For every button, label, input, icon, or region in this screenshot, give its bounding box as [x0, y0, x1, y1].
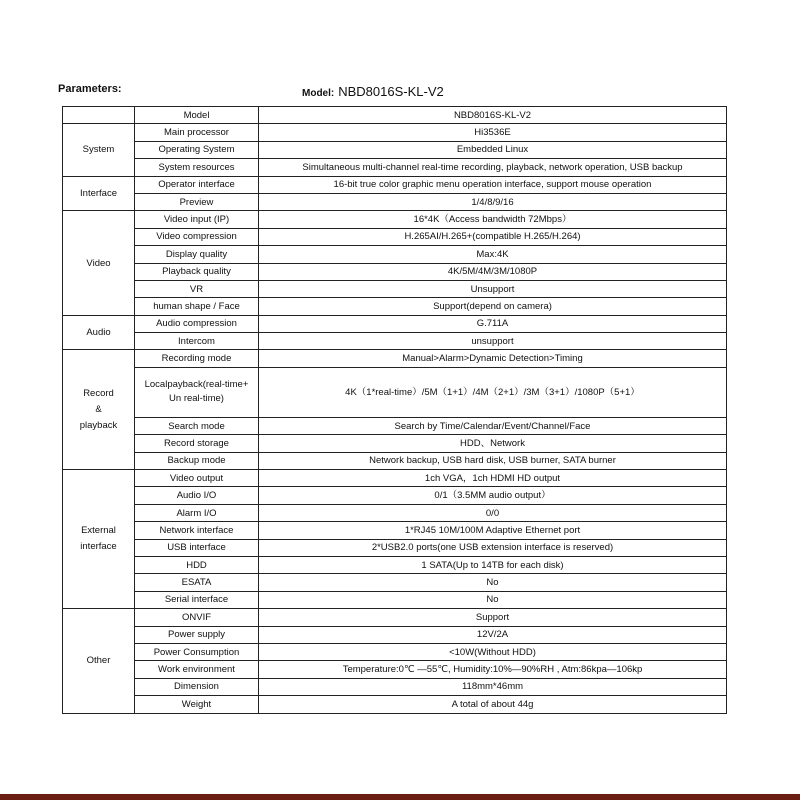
spec-value-cell: No	[259, 591, 727, 608]
spec-row	[63, 298, 727, 315]
spec-param-cell: Backup mode	[135, 452, 259, 469]
spec-value-cell: Support(depend on camera)	[259, 298, 727, 315]
spec-row	[63, 246, 727, 263]
spec-param-cell: USB interface	[135, 539, 259, 556]
model-heading-label: Model:	[302, 88, 335, 99]
spec-param-cell: Dimension	[135, 678, 259, 695]
spec-group-cell: Video	[63, 211, 135, 315]
spec-param-cell: Video compression	[135, 228, 259, 245]
spec-param-cell: Work environment	[135, 661, 259, 678]
spec-value-cell: 12V/2A	[259, 626, 727, 643]
spec-param-cell: Recording mode	[135, 350, 259, 367]
spec-group-cell-empty	[63, 107, 135, 124]
spec-row	[63, 609, 727, 626]
spec-param-cell: Display quality	[135, 246, 259, 263]
model-heading-value: NBD8016S-KL-V2	[338, 84, 444, 99]
spec-value-cell: Simultaneous multi-channel real-time recording, playback, network operation, USB backup	[259, 159, 727, 176]
spec-row	[63, 574, 727, 591]
bottom-rule	[0, 794, 800, 800]
spec-row	[63, 211, 727, 228]
spec-param-cell: Model	[135, 107, 259, 124]
spec-row	[63, 452, 727, 469]
spec-value-cell: 1/4/8/9/16	[259, 193, 727, 210]
spec-param-cell: HDD	[135, 556, 259, 573]
spec-param-cell: Power Consumption	[135, 643, 259, 660]
spec-row	[63, 661, 727, 678]
spec-value-cell: H.265AI/H.265+(compatible H.265/H.264)	[259, 228, 727, 245]
spec-param-cell: Video output	[135, 470, 259, 487]
spec-value-cell: 4K（1*real-time）/5M（1+1）/4M（2+1）/3M（3+1）/1080P（5+1）	[259, 367, 727, 417]
spec-group-label-line: &	[95, 403, 102, 415]
spec-param-cell: ONVIF	[135, 609, 259, 626]
spec-group-cell: System	[63, 124, 135, 176]
spec-param-cell	[135, 367, 259, 417]
spec-row	[63, 315, 727, 332]
spec-group-label-line: External	[81, 525, 116, 537]
spec-value-cell: 0/1（3.5MM audio output）	[259, 487, 727, 504]
spec-row	[63, 487, 727, 504]
spec-param-cell: Audio compression	[135, 315, 259, 332]
spec-row	[63, 504, 727, 521]
spec-value-cell: Embedded Linux	[259, 141, 727, 158]
spec-value-cell: HDD、Network	[259, 435, 727, 452]
spec-row	[63, 435, 727, 452]
spec-param-cell: Audio I/O	[135, 487, 259, 504]
spec-param-cell: Alarm I/O	[135, 504, 259, 521]
spec-value-cell: A total of about 44g	[259, 696, 727, 713]
spec-param-cell: System resources	[135, 159, 259, 176]
spec-param-cell: Record storage	[135, 435, 259, 452]
spec-param-cell: Operating System	[135, 141, 259, 158]
spec-value-cell: 16*4K（Access bandwidth 72Mbps）	[259, 211, 727, 228]
spec-param-cell: Search mode	[135, 417, 259, 434]
spec-value-cell: 16-bit true color graphic menu operation interface, support mouse operation	[259, 176, 727, 193]
spec-param-cell: VR	[135, 280, 259, 297]
spec-row-model	[63, 107, 727, 124]
spec-row	[63, 470, 727, 487]
spec-row	[63, 643, 727, 660]
spec-row	[63, 280, 727, 297]
spec-param-line: Localpayback(real-time+	[144, 379, 249, 391]
parameters-label: Parameters:	[58, 83, 122, 95]
spec-value-cell: Search by Time/Calendar/Event/Channel/Face	[259, 417, 727, 434]
spec-row	[63, 417, 727, 434]
spec-row	[63, 263, 727, 280]
spec-value-cell: Support	[259, 609, 727, 626]
spec-param-cell: human shape / Face	[135, 298, 259, 315]
spec-value-cell: Hi3536E	[259, 124, 727, 141]
spec-row	[63, 556, 727, 573]
spec-table	[62, 106, 727, 714]
spec-row	[63, 193, 727, 210]
spec-group-label-line: interface	[80, 541, 117, 553]
spec-value-cell: <10W(Without HDD)	[259, 643, 727, 660]
spec-param-cell: Operator interface	[135, 176, 259, 193]
spec-group-label-line: playback	[79, 419, 118, 431]
spec-value-cell: G.711A	[259, 315, 727, 332]
spec-row	[63, 350, 727, 367]
spec-param-cell: Intercom	[135, 333, 259, 350]
spec-group-cell: Audio	[63, 315, 135, 350]
spec-row	[63, 367, 727, 417]
spec-param-cell: Preview	[135, 193, 259, 210]
spec-value-cell: NBD8016S-KL-V2	[259, 107, 727, 124]
spec-group-cell: Other	[63, 609, 135, 713]
spec-row	[63, 141, 727, 158]
spec-value-cell: No	[259, 574, 727, 591]
spec-group-cell	[63, 350, 135, 470]
spec-group-cell: Interface	[63, 176, 135, 211]
spec-value-cell: 1 SATA(Up to 14TB for each disk)	[259, 556, 727, 573]
spec-value-cell: 1ch VGA，1ch HDMI HD output	[259, 470, 727, 487]
spec-row	[63, 678, 727, 695]
spec-value-cell: 118mm*46mm	[259, 678, 727, 695]
spec-param-cell: Serial interface	[135, 591, 259, 608]
spec-row	[63, 228, 727, 245]
spec-value-cell: 1*RJ45 10M/100M Adaptive Ethernet port	[259, 522, 727, 539]
spec-row	[63, 696, 727, 713]
spec-value-cell: 4K/5M/4M/3M/1080P	[259, 263, 727, 280]
spec-param-cell: Video input (IP)	[135, 211, 259, 228]
spec-row	[63, 522, 727, 539]
spec-group-cell	[63, 470, 135, 609]
spec-row	[63, 124, 727, 141]
spec-row	[63, 539, 727, 556]
spec-row	[63, 159, 727, 176]
spec-param-cell: Weight	[135, 696, 259, 713]
spec-value-cell: Max:4K	[259, 246, 727, 263]
spec-param-cell: Power supply	[135, 626, 259, 643]
spec-param-cell: Network interface	[135, 522, 259, 539]
spec-value-cell: 2*USB2.0 ports(one USB extension interface is reserved)	[259, 539, 727, 556]
spec-value-cell: Temperature:0℃ —55℃, Humidity:10%—90%RH , Atm:86kpa—106kp	[259, 661, 727, 678]
spec-param-line: Un real-time)	[169, 393, 224, 405]
spec-row	[63, 176, 727, 193]
spec-group-label-line: Record	[83, 387, 114, 399]
spec-row	[63, 333, 727, 350]
spec-row	[63, 626, 727, 643]
spec-param-cell: ESATA	[135, 574, 259, 591]
spec-value-cell: Network backup, USB hard disk, USB burner, SATA burner	[259, 452, 727, 469]
model-heading	[302, 84, 444, 99]
spec-value-cell: Manual>Alarm>Dynamic Detection>Timing	[259, 350, 727, 367]
spec-param-cell: Main processor	[135, 124, 259, 141]
spec-value-cell: Unsupport	[259, 280, 727, 297]
spec-value-cell: 0/0	[259, 504, 727, 521]
spec-param-cell: Playback quality	[135, 263, 259, 280]
spec-value-cell: unsupport	[259, 333, 727, 350]
spec-row	[63, 591, 727, 608]
